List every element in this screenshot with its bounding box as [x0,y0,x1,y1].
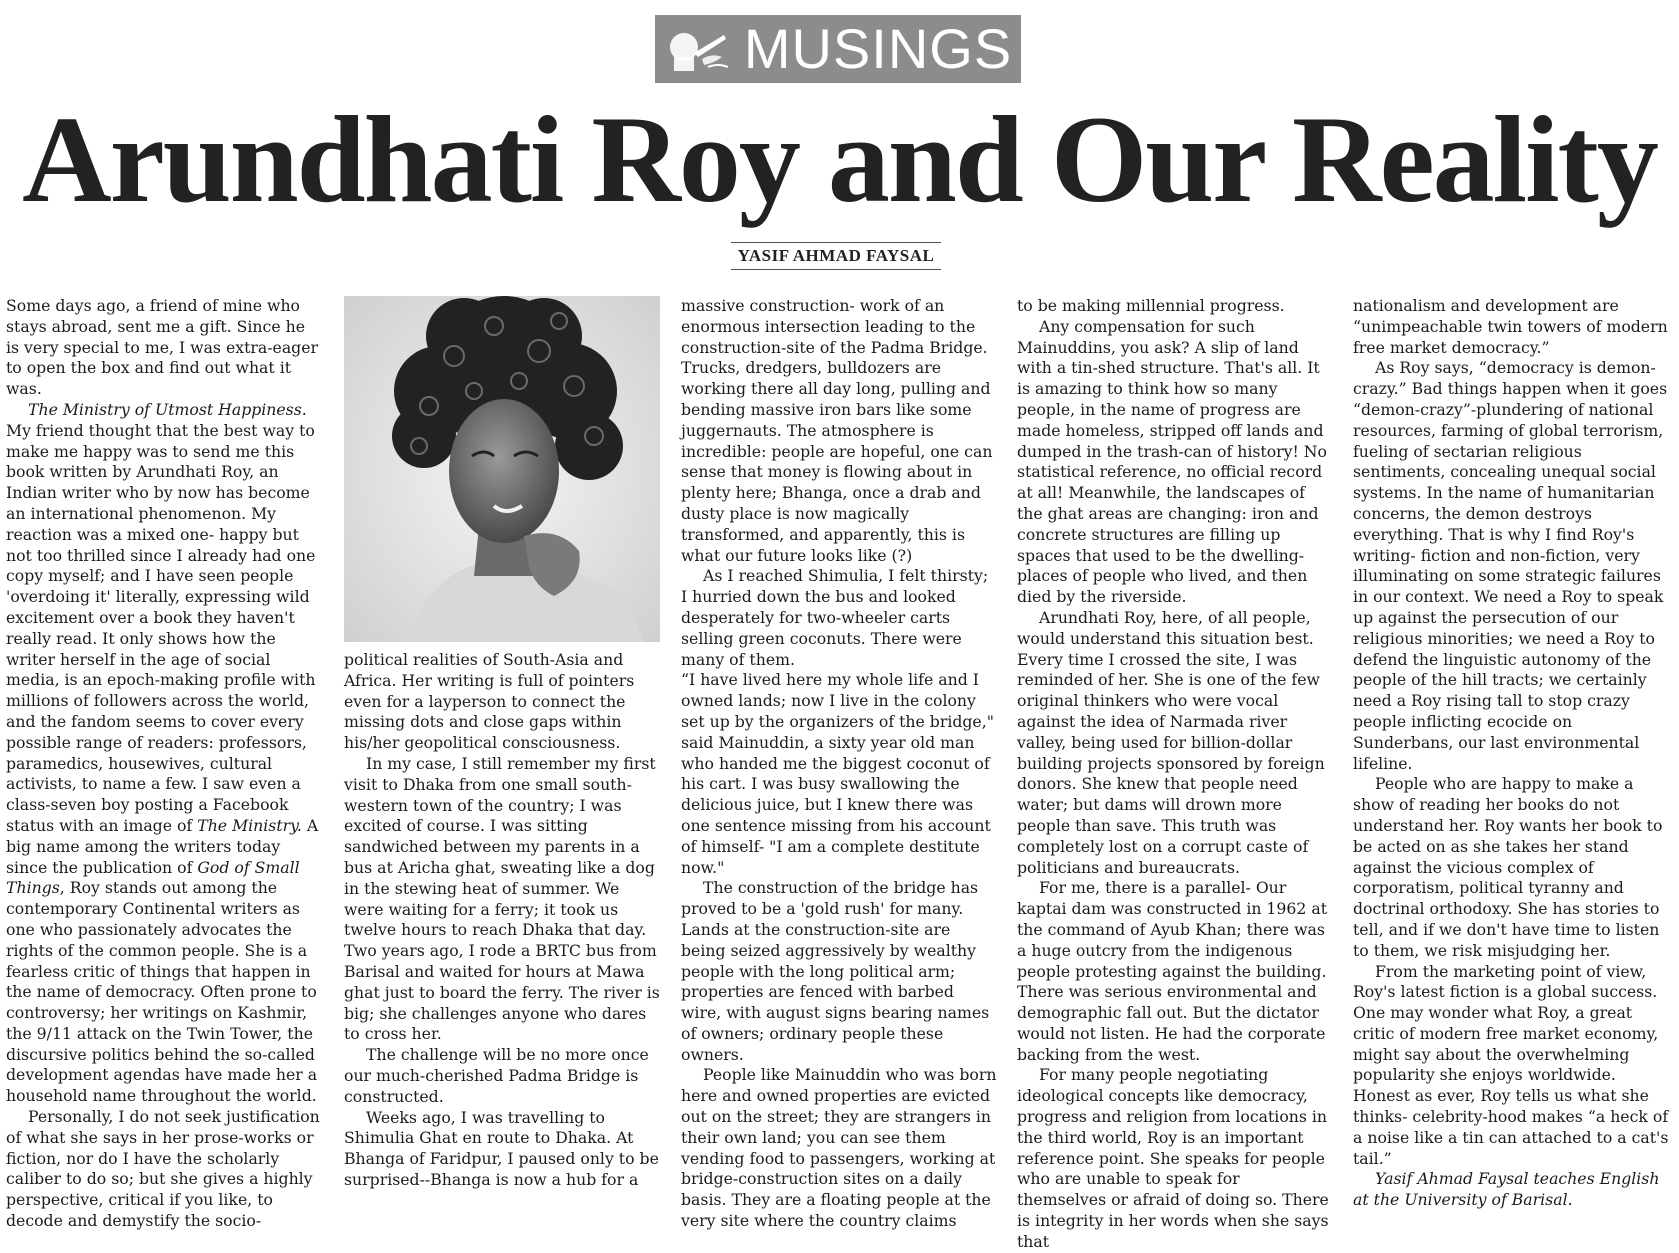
writing-hand-icon [664,23,730,75]
paragraph-text: , Roy stands out among the contemporary Continental writers as one who passionately advocates the rights of the common people. She is a fearless critic of things that happen in the name of democracy. Often prone to controversy; her writings on Kashmir, the 9/11 attack on the Twin Tower, the discursive politics behind the so-called development agendas have made her a household name throughout the world. [6,878,318,1106]
author-portrait-photo [344,296,660,642]
article-column-2 [344,650,660,1209]
paragraph: The challenge will be no more once our much-cherished Padma Bridge is constructed. [344,1045,649,1106]
book-title: The Ministry. [197,815,302,835]
paragraph: People like Mainuddin who was born here and owned properties are evicted out on the street; they are strangers in their own land; you can see them vending food to passengers, working at bridge-construction sites on a daily basis. They are a floating people at the very site where the country claims [681,1065,997,1231]
paragraph: Some days ago, a friend of mine who stays abroad, sent me a gift. Since he is very special to me, I was extra-eager to open the box and find out what it was. [6,296,319,399]
paragraph: “I have lived here my whole life and I owned lands; now I live in the colony set up by the organizers of the bridge," said Mainuddin, a sixty year old man who handed me the biggest coconut of his cart. I was busy swallowing the delicious juice, but I knew there was one sentence missing from his account of himself- "I am a complete destitute now." [681,670,994,877]
headline: Arundhati Roy and Our Reality [22,91,1657,228]
article-column-5 [1353,296,1671,1209]
paragraph: As Roy says, “democracy is demon-crazy.” Bad things happen when it goes “demon-crazy”-plundering of national resources, farming of global terrorism, fueling of sectarian religious sentiments, concealing unequal social systems. In the name of humanitarian concerns, the demon destroys everything. That is why I find Roy's writing- fiction and non-fiction, very illuminating on some strategic failures in our context. We need a Roy to speak up against the persecution of our religious minorities; we need a Roy to defend the linguistic autonomy of the people of the hill tracts; we certainly need a Roy rising tall to stop crazy people inflicting ecocide on Sunderbans, our last environmental lifeline. [1353,358,1668,773]
paragraph: Weeks ago, I was travelling to Shimulia Ghat en route to Dhaka. At Bhanga of Faridpur, I paused only to be surprised--Bhanga is now a hub for a [344,1107,659,1189]
paragraph: For me, there is a parallel- Our kaptai dam was constructed in 1962 at the command of Ayub Khan; there was a huge outcry from the indigenous people protesting against the building. There was serious environmental and demographic fall out. But the dictator would not listen. He had the corporate backing from the west. [1017,878,1328,1064]
paragraph: People who are happy to make a show of reading her books do not understand her. Roy wants her book to be acted on as she takes her stand against the vicious complex of corporatism, political tyranny and doctrinal orthodoxy. She has stories to tell, and if we don't have time to listen to them, we risk misjudging her. [1353,774,1663,960]
article-column-3 [681,296,997,1231]
paragraph: political realities of South-Asia and Africa. Her writing is full of pointers even for a layperson to connect the missing dots and close gaps within his/her geopolitical consciousness. [344,650,635,753]
byline: YASIF AHMAD FAYSAL [737,246,935,265]
paragraph: Any compensation for such Mainuddins, you ask? A slip of land with a tin-shed structure. That's all. It is amazing to think how so many people, in the name of progress are made homeless, stripped off lands and dumped in the trash-can of history! No statistical reference, no official record at all! Meanwhile, the landscapes of the ghat areas are changing: iron and concrete structures are filling up spaces that used to be the dwelling-places of people who lived, and then died by the riverside. [1017,316,1327,607]
paragraph: Arundhati Roy, here, of all people, would understand this situation best. Every time I crossed the site, I was reminded of her. She is one of the few original thinkers who were vocal against the idea of Narmada river valley, being used for billion-dollar building projects sponsored by foreign donors. She knew that people need water; but dams will drown more people than save. This truth was completely lost on a corrupt caste of politicians and bureaucrats. [1017,607,1325,877]
author-note: Yasif Ahmad Faysal teaches English at the University of Barisal. [1353,1169,1660,1210]
section-masthead [655,15,1021,83]
paragraph: to be making millennial progress. [1017,296,1285,315]
paragraph: In my case, I still remember my first visit to Dhaka from one small south-western town of the country; I was excited of course. I was sitting sandwiched between my parents in a bus at Aricha ghat, sweating like a dog in the stewing heat of summer. We were waiting for a ferry; it took us twelve hours to reach Dhaka that day. Two years ago, I rode a BRTC bus from Barisal and waited for hours at Mawa ghat just to board the ferry. The river is big; she challenges anyone who dares to cross her. [344,753,660,1044]
paragraph-text: . My friend thought that the best way to make me happy was to send me this book written by Arundhati Roy, an Indian writer who by now has become an international phenomenon. My reaction was a mixed one- happy but not too thrilled since I already had one copy myself; and I have seen people 'overdoing it' literally, expressing wild excitement over a book they haven't really read. It only shows how the writer herself in the age of social media, is an epoch-making profile with millions of followers across the world, and the fandom seems to cover every possible range of readers: professors, paramedics, housewives, cultural activists, to name a few. I saw even a class-seven boy posting a Facebook status with an image of [6,399,316,835]
paragraph: The construction of the bridge has proved to be a 'gold rush' for many. Lands at the construction-site are being seized aggressively by wealthy people with the long political arm; properties are fenced with barbed wire, with august signs bearing names of owners; ordinary people these owners. [681,878,990,1064]
paragraph: massive construction- work of an enormous intersection leading to the construction-site of the Padma Bridge. Trucks, dredgers, bulldozers are working there all day long, pulling and bending massive iron bars like some juggernauts. The atmosphere is incredible: people are hopeful, one can sense that money is flowing about in plenty here; Bhanga, once a drab and dusty place is now magically transformed, and apparently, this is what our future looks like (?) [681,296,993,565]
paragraph: nationalism and development are “unimpeachable twin towers of modern free market democracy.” [1353,296,1668,357]
book-title: The Ministry of Utmost Happiness [28,399,302,419]
paragraph: Personally, I do not seek justification of what she says in her prose-works or fiction, nor do I have the scholarly caliber to do so; but she gives a highly perspective, critical if you like, to decode and demystify the socio- [6,1107,320,1231]
section-label: MUSINGS [743,17,1013,80]
article-column-1 [6,296,322,1231]
paragraph-text: A big name among the writers today since the publication of [6,815,319,877]
portrait-image [344,296,660,642]
article-column-4 [1017,296,1333,1251]
paragraph: As I reached Shimulia, I felt thirsty; I hurried down the bus and looked desperately for two-wheeler carts selling green coconuts. There were many of them. [681,566,989,669]
book-title: God of Small Things [6,857,300,898]
paragraph: From the marketing point of view, Roy's latest fiction is a global success. One may wonder what Roy, a great critic of modern free market economy, might say about the overwhelming popularity she enjoys worldwide. Honest as ever, Roy tells us what she thinks- celebrity-hood makes “a heck of a noise like a tin can attached to a cat's tail.” [1353,961,1669,1168]
paragraph: For many people negotiating ideological concepts like democracy, progress and religion from locations in the third world, Roy is an important reference point. She speaks for people who are unable to speak for themselves or afraid of doing so. There is integrity in her words when she says that [1017,1065,1329,1251]
paragraph [6,400,322,1107]
byline-box [731,242,941,270]
